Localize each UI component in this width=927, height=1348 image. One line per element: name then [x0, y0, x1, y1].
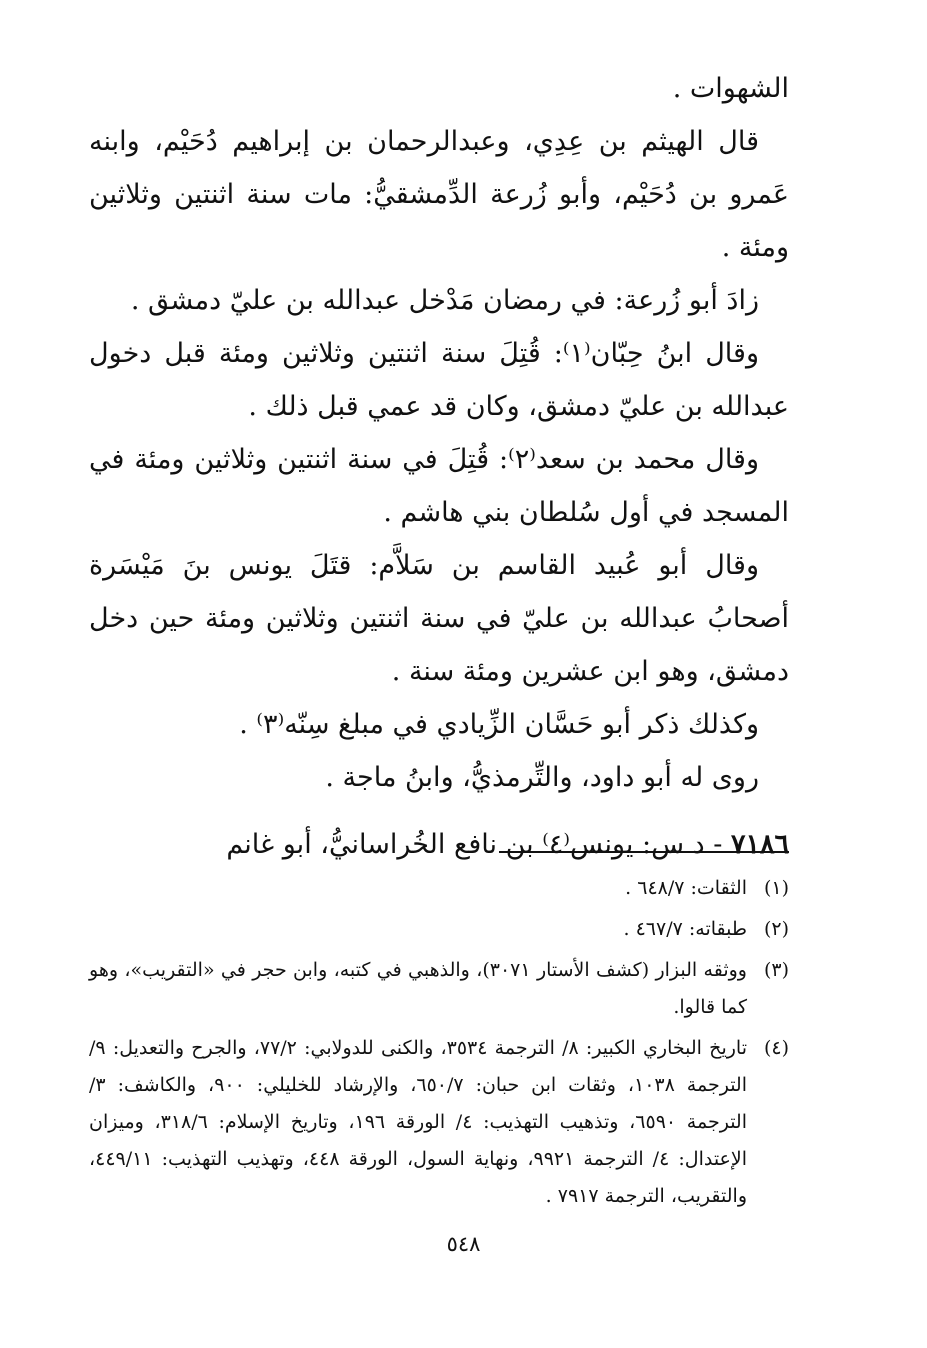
- footnote-number: (٤): [763, 1037, 789, 1059]
- paragraph: وقال أبو عُبيد القاسم بن سَلاَّم: قتَلَ يونس بنَ مَيْسَرة أصحابُ عبدالله بن عليّ في سنة اثنتين وثلاثين ومئة حين دخل دمشق، وهو ابن عشرين ومئة سنة .: [89, 550, 789, 687]
- paragraph: وقال محمد بن سعد⁽٢⁾: قُتِلَ في سنة اثنتين وثلاثين ومئة في المسجد في أول سُلطان بني هاشم .: [89, 444, 789, 528]
- footnote: [89, 1030, 789, 1215]
- footnote-text: ووثقه البزار (كشف الأستار ٣٠٧١)، والذهبي في كتبه، وابن حجر في «التقريب»، وهو كما قالوا.: [89, 959, 747, 1018]
- entry-heading: [89, 818, 789, 871]
- entry-text: - د س: يونس⁽٤⁾ بن نافع الخُراسانيُّ، أبو غانم: [226, 829, 723, 860]
- main-text: [89, 62, 789, 871]
- footnote: [89, 952, 789, 1026]
- paragraph: روى له أبو داود، والتِّرمذيُّ، وابنُ ماجة .: [325, 762, 759, 793]
- footnote-number: (١): [763, 877, 789, 899]
- page-number: ٥٤٨: [446, 1232, 481, 1256]
- footnote-text: طبقاته: ٤٦٧/٧ .: [623, 918, 747, 940]
- footnote-text: الثقات: ٦٤٨/٧ .: [625, 877, 747, 899]
- paragraph: زادَ أبو زُرعة: في رمضان مَدْخل عبدالله بن عليّ دمشق .: [130, 285, 759, 316]
- footnote-number: (٢): [763, 918, 789, 940]
- footnote-number: (٣): [763, 959, 789, 981]
- paragraph: وكذلك ذكر أبو حَسَّان الزِّيادي في مبلغ سِنّه⁽٣⁾ .: [239, 709, 759, 740]
- paragraph: قال الهيثم بن عِدِي، وعبدالرحمان بن إبراهيم دُحَيْم، وابنه عَمرو بن دُحَيْم، وأبو زُرعة الدِّمشقيُّ: مات سنة اثنتين وثلاثين ومئة .: [89, 126, 789, 263]
- footnote-separator: [499, 851, 789, 853]
- text-line: الشهوات .: [672, 73, 789, 104]
- entry-number: ٧١٨٦: [730, 829, 789, 860]
- footnote: [89, 870, 789, 907]
- paragraph: وقال ابنُ حِبّان⁽١⁾: قُتِلَ سنة اثنتين وثلاثين ومئة قبل دخول عبدالله بن عليّ دمشق، وكان قد عمي قبل ذلك .: [89, 338, 789, 422]
- footnote-text: تاريخ البخاري الكبير: ٨/ الترجمة ٣٥٣٤، والكنى للدولابي: ٧٧/٢، والجرح والتعديل: ٩/ الترجمة ١٠٣٨، وثقات ابن حبان: ٦٥٠/٧، والإرشاد للخليلي: ٩٠٠، والكاشف: ٣/ الترجمة ٦٥٩٠، وتذهيب التهذيب: ٤/ الورقة ١٩٦، وتاريخ الإسلام: ٣١٨/٦، وميزان الإعتدال: ٤/ الترجمة ٩٩٢١، ونهاية السول، الورقة ٤٤٨، وتهذيب التهذيب: ٤٤٩/١١، والتقريب، الترجمة ٧٩١٧ .: [89, 1037, 748, 1207]
- footnotes: [89, 870, 789, 1219]
- footnote: [89, 911, 789, 948]
